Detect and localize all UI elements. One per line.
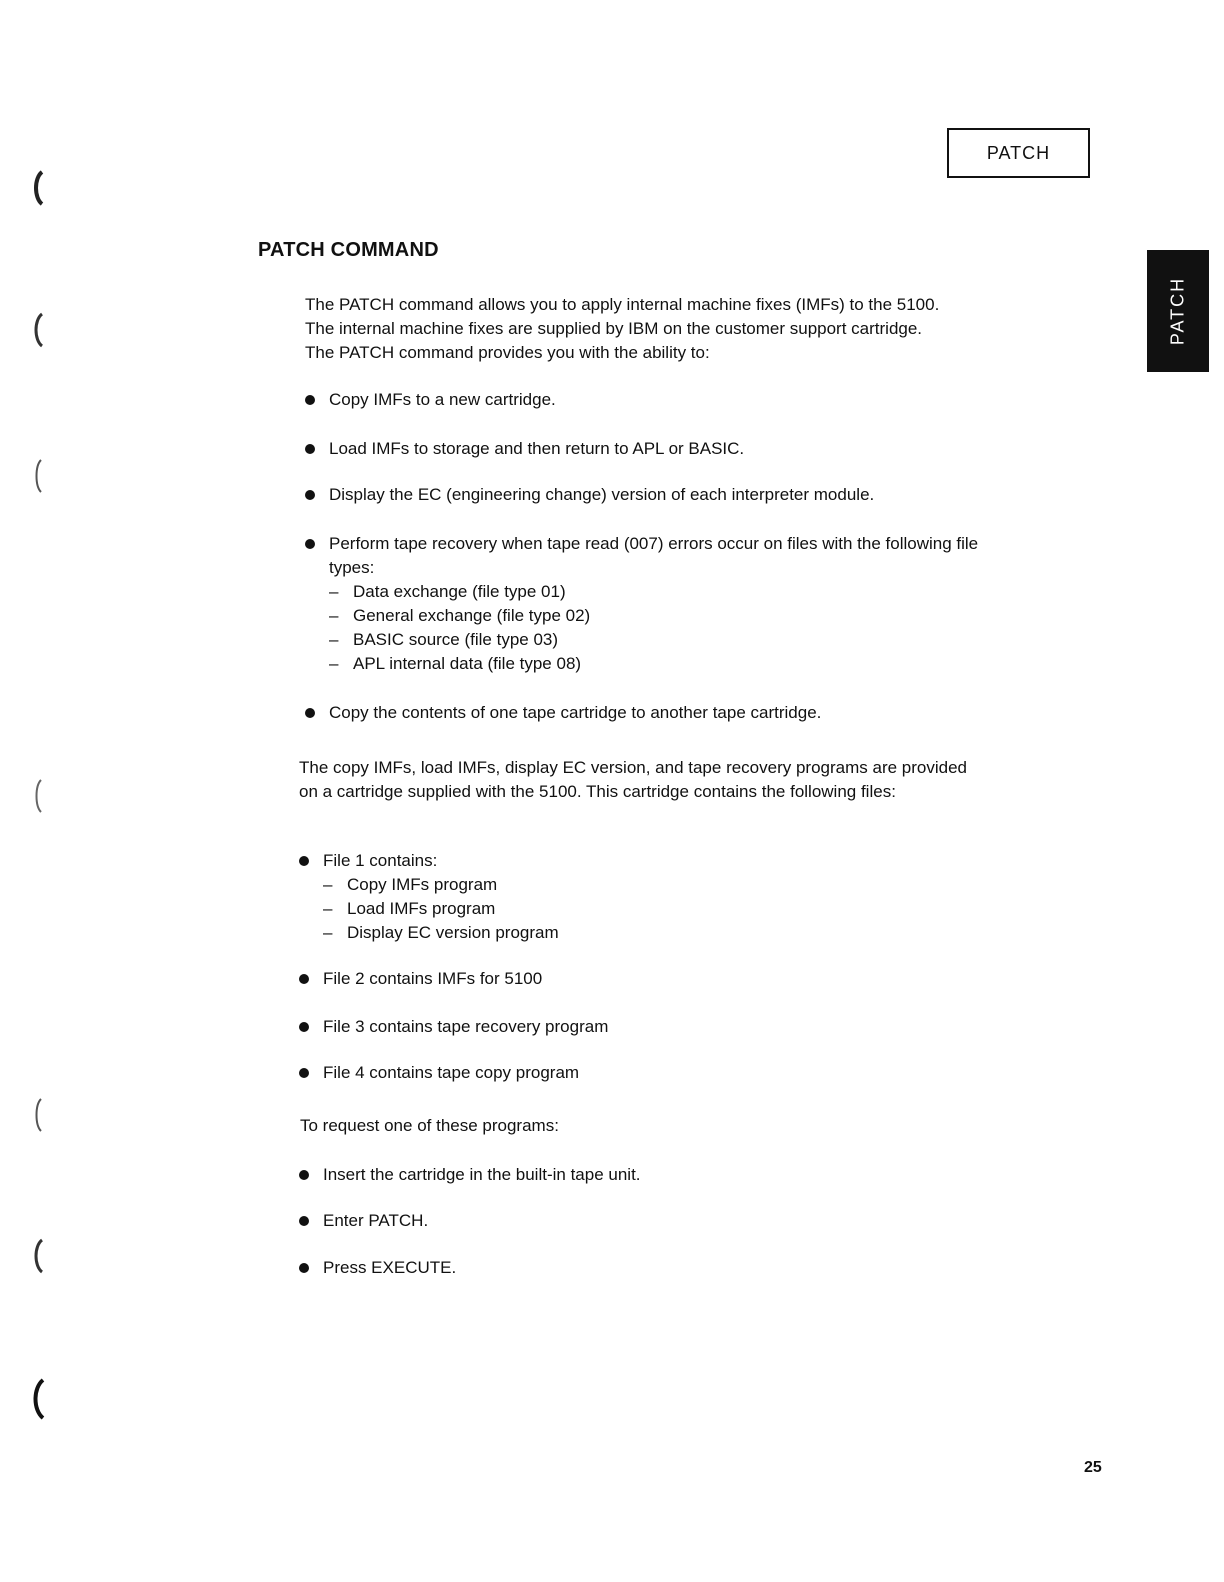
sub-list: [329, 580, 1005, 676]
list-item-text: Copy the contents of one tape cartridge to another tape cartridge.: [329, 703, 822, 722]
bullet-icon: [305, 539, 315, 549]
dash-icon: –: [329, 582, 339, 601]
sub-list-item: – General exchange (file type 02): [329, 604, 1005, 628]
list-item: [305, 388, 1025, 412]
bullet-icon: [299, 856, 309, 866]
bullet-icon: [299, 1170, 309, 1180]
binding-mark-icon: [30, 1097, 46, 1133]
list-item: [305, 532, 1005, 676]
sub-list-item: – Copy IMFs program: [323, 873, 1019, 897]
list-item-text: File 2 contains IMFs for 5100: [323, 969, 543, 988]
binding-mark-icon: [30, 170, 46, 206]
binding-mark-icon: [30, 458, 46, 494]
list-item: [299, 1163, 1019, 1187]
bullet-icon: [305, 444, 315, 454]
dash-icon: –: [323, 923, 333, 942]
bullet-icon: [305, 395, 315, 405]
sub-list-item: – Load IMFs program: [323, 897, 1019, 921]
sub-list-item: – APL internal data (file type 08): [329, 652, 1005, 676]
list-item-text: Display the EC (engineering change) version of each interpreter module.: [329, 485, 875, 504]
sub-list: [323, 873, 1019, 945]
cartridge-paragraph: The copy IMFs, load IMFs, display EC version, and tape recovery programs are provided on a cartridge supplied with the 5100. This cartridge contains the following files:: [299, 758, 968, 801]
list-item: [305, 701, 1025, 725]
list-item: [299, 1015, 1019, 1039]
binding-mark-icon: [30, 312, 46, 348]
dash-icon: –: [323, 875, 333, 894]
binding-mark-icon: [30, 778, 46, 814]
binding-mark-icon: [30, 1238, 46, 1274]
list-item: [299, 1209, 1019, 1233]
section-header-label: PATCH: [986, 142, 1051, 163]
bullet-icon: [305, 490, 315, 500]
list-item: [299, 1061, 1019, 1085]
section-header-box: [947, 128, 1090, 178]
bullet-icon: [299, 1263, 309, 1273]
list-item-text: Perform tape recovery when tape read (007) errors occur on files with the following file types:: [329, 534, 979, 577]
binding-mark-icon: [30, 1378, 46, 1420]
list-item-text: File 4 contains tape copy program: [323, 1063, 580, 1082]
bullet-icon: [299, 1216, 309, 1226]
list-item-text: Insert the cartridge in the built-in tape unit.: [323, 1165, 641, 1184]
request-paragraph: To request one of these programs:: [300, 1116, 559, 1135]
list-item: [299, 967, 1019, 991]
list-item-text: Copy IMFs to a new cartridge.: [329, 390, 556, 409]
list-item-text: Load IMFs to storage and then return to APL or BASIC.: [329, 439, 745, 458]
list-item-text: File 3 contains tape recovery program: [323, 1017, 609, 1036]
dash-icon: –: [329, 606, 339, 625]
list-item: [305, 437, 1025, 461]
list-item: [305, 483, 1025, 507]
sub-list-item: – Display EC version program: [323, 921, 1019, 945]
dash-icon: –: [323, 899, 333, 918]
list-item-text: Press EXECUTE.: [323, 1258, 457, 1277]
dash-icon: –: [329, 630, 339, 649]
bullet-icon: [305, 708, 315, 718]
side-tab: [1147, 250, 1209, 372]
list-item-text: File 1 contains:: [323, 851, 438, 870]
bullet-icon: [299, 1068, 309, 1078]
list-item-text: Enter PATCH.: [323, 1211, 429, 1230]
sub-list-item: – Data exchange (file type 01): [329, 580, 1005, 604]
page-title: PATCH COMMAND: [258, 239, 439, 261]
intro-paragraph: The PATCH command allows you to apply internal machine fixes (IMFs) to the 5100. The internal machine fixes are supplied by IBM on the customer support cartridge. The PATCH command provides you with the ability to:: [305, 295, 940, 362]
bullet-icon: [299, 974, 309, 984]
page-number: 25: [1084, 1459, 1102, 1476]
side-tab-label: PATCH: [1167, 276, 1188, 346]
bullet-icon: [299, 1022, 309, 1032]
dash-icon: –: [329, 654, 339, 673]
sub-list-item: – BASIC source (file type 03): [329, 628, 1005, 652]
list-item: [299, 849, 1019, 945]
list-item: [299, 1256, 1019, 1280]
